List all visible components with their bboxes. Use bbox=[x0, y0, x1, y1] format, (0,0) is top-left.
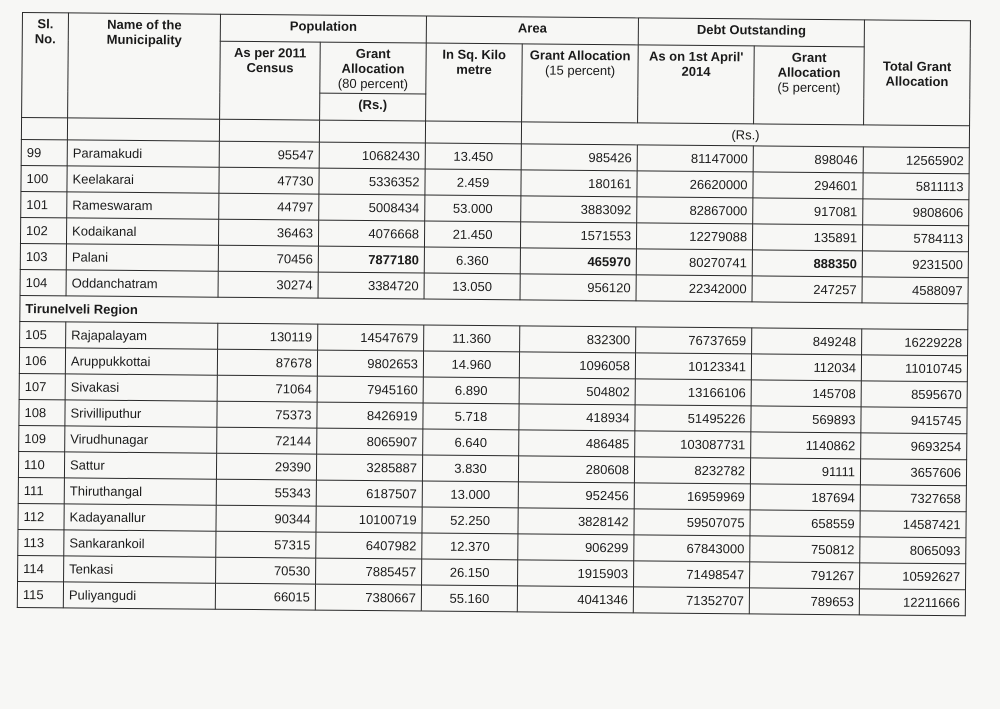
debt-grant-cell: 791267 bbox=[750, 562, 860, 589]
census-cell: 95547 bbox=[219, 141, 319, 168]
pop-grant-cell: 7885457 bbox=[316, 558, 422, 585]
header-pop-grant-label: Grant Allocation bbox=[341, 45, 405, 77]
census-cell: 72144 bbox=[217, 427, 317, 454]
debt-outstanding-cell: 71352707 bbox=[633, 587, 749, 614]
census-cell: 66015 bbox=[215, 583, 315, 610]
census-cell: 44797 bbox=[219, 193, 319, 220]
pop-grant-cell: 3285887 bbox=[316, 454, 422, 481]
debt-grant-cell: 187694 bbox=[750, 484, 860, 511]
total-grant-cell: 3657606 bbox=[860, 459, 966, 486]
debt-outstanding-cell: 13166106 bbox=[635, 379, 751, 406]
municipality-name-cell: Sattur bbox=[64, 452, 216, 479]
area-grant-cell: 1571553 bbox=[520, 222, 636, 249]
total-grant-cell: 12565902 bbox=[863, 147, 969, 174]
pop-grant-cell: 7945160 bbox=[317, 376, 423, 403]
header-pop-grant-pct: (80 percent) bbox=[337, 75, 408, 92]
area-sqkm-cell: 52.250 bbox=[422, 507, 518, 534]
debt-grant-cell: 145708 bbox=[751, 380, 861, 407]
debt-outstanding-cell: 67843000 bbox=[634, 535, 750, 562]
header-area-grant bbox=[522, 44, 639, 123]
sl-no-cell: 108 bbox=[19, 399, 65, 425]
area-sqkm-cell: 5.718 bbox=[423, 403, 519, 430]
debt-grant-cell: 135891 bbox=[752, 224, 862, 251]
sl-no-cell: 99 bbox=[21, 139, 67, 165]
census-cell: 55343 bbox=[216, 479, 316, 506]
sl-no-cell: 104 bbox=[20, 269, 66, 295]
municipality-name-cell: Thiruthangal bbox=[64, 478, 216, 505]
area-grant-cell: 180161 bbox=[521, 170, 637, 197]
debt-grant-cell: 569893 bbox=[751, 406, 861, 433]
table-body-top bbox=[20, 139, 969, 303]
total-grant-cell: 9693254 bbox=[861, 433, 967, 460]
census-cell: 130119 bbox=[218, 323, 318, 350]
unit-blank-sl bbox=[21, 118, 67, 140]
total-grant-cell: 12211666 bbox=[859, 589, 965, 616]
municipality-name-cell: Rajapalayam bbox=[66, 322, 218, 349]
pop-grant-cell: 3384720 bbox=[318, 272, 424, 299]
area-sqkm-cell: 53.000 bbox=[425, 195, 521, 222]
sl-no-cell: 102 bbox=[20, 217, 66, 243]
area-grant-cell: 1096058 bbox=[519, 352, 635, 379]
debt-grant-cell: 917081 bbox=[753, 198, 863, 225]
debt-outstanding-cell: 51495226 bbox=[635, 405, 751, 432]
municipality-name-cell: Sivakasi bbox=[65, 374, 217, 401]
header-pop-census: As per 2011 Census bbox=[220, 41, 321, 120]
sl-no-cell: 106 bbox=[19, 347, 65, 373]
total-grant-cell: 8065093 bbox=[860, 537, 966, 564]
area-sqkm-cell: 13.450 bbox=[425, 143, 521, 170]
debt-grant-cell: 789653 bbox=[749, 588, 859, 615]
debt-outstanding-cell: 103087731 bbox=[635, 431, 751, 458]
census-cell: 70456 bbox=[218, 245, 318, 272]
municipality-name-cell: Palani bbox=[66, 244, 218, 271]
municipality-name-cell: Oddanchatram bbox=[66, 270, 218, 297]
area-grant-cell: 956120 bbox=[520, 274, 636, 301]
pop-grant-cell: 5336352 bbox=[319, 168, 425, 195]
area-grant-cell: 985426 bbox=[521, 144, 637, 171]
unit-blank-name bbox=[67, 118, 219, 141]
municipality-name-cell: Rameswaram bbox=[67, 192, 219, 219]
sl-no-cell: 111 bbox=[18, 477, 64, 503]
total-grant-cell: 7327658 bbox=[860, 485, 966, 512]
debt-grant-cell: 1140862 bbox=[751, 432, 861, 459]
debt-outstanding-cell: 82867000 bbox=[637, 197, 753, 224]
sl-no-cell: 100 bbox=[21, 165, 67, 191]
total-grant-cell: 9415745 bbox=[861, 407, 967, 434]
total-grant-cell: 16229228 bbox=[862, 329, 968, 356]
header-population: Population bbox=[220, 14, 426, 43]
pop-grant-cell: 8065907 bbox=[317, 428, 423, 455]
census-cell: 30274 bbox=[218, 271, 318, 298]
header-area-grant-label: Grant Allocation bbox=[529, 47, 631, 64]
pop-grant-cell: 6187507 bbox=[316, 480, 422, 507]
census-cell: 47730 bbox=[219, 167, 319, 194]
total-grant-cell: 9231500 bbox=[862, 251, 968, 278]
census-cell: 70530 bbox=[216, 557, 316, 584]
area-grant-cell: 418934 bbox=[519, 404, 635, 431]
total-grant-cell: 10592627 bbox=[860, 563, 966, 590]
sl-no-cell: 110 bbox=[18, 451, 64, 477]
area-sqkm-cell: 6.640 bbox=[423, 429, 519, 456]
allocation-document bbox=[17, 12, 977, 616]
municipality-name-cell: Kodaikanal bbox=[66, 218, 218, 245]
area-sqkm-cell: 2.459 bbox=[425, 169, 521, 196]
municipality-allocation-table bbox=[17, 12, 971, 616]
sl-no-cell: 109 bbox=[19, 425, 65, 451]
unit-blank-area bbox=[425, 121, 521, 144]
area-grant-cell: 3883092 bbox=[521, 196, 637, 223]
municipality-name-cell: Aruppukkottai bbox=[65, 348, 217, 375]
area-grant-cell: 1915903 bbox=[518, 560, 634, 587]
area-sqkm-cell: 26.150 bbox=[422, 559, 518, 586]
debt-grant-cell: 91111 bbox=[750, 458, 860, 485]
debt-grant-cell: 294601 bbox=[753, 172, 863, 199]
census-cell: 87678 bbox=[217, 349, 317, 376]
header-debt-grant-label: Grant Allocation bbox=[777, 49, 841, 81]
municipality-name-cell: Srivilliputhur bbox=[65, 400, 217, 427]
debt-grant-cell: 849248 bbox=[752, 328, 862, 355]
total-grant-cell: 9808606 bbox=[863, 199, 969, 226]
sl-no-cell: 113 bbox=[18, 529, 64, 555]
debt-outstanding-cell: 80270741 bbox=[636, 249, 752, 276]
pop-grant-cell: 9802653 bbox=[317, 350, 423, 377]
pop-grant-cell: 8426919 bbox=[317, 402, 423, 429]
census-cell: 36463 bbox=[218, 219, 318, 246]
area-grant-cell: 504802 bbox=[519, 378, 635, 405]
header-total: Total Grant Allocation bbox=[864, 20, 971, 126]
debt-grant-cell: 658559 bbox=[750, 510, 860, 537]
header-pop-grant bbox=[320, 42, 426, 94]
pop-grant-cell: 7877180 bbox=[318, 246, 424, 273]
rs-unit-label: (Rs.) bbox=[521, 122, 969, 148]
municipality-name-cell: Virudhunagar bbox=[65, 426, 217, 453]
total-grant-cell: 5811113 bbox=[863, 173, 969, 200]
debt-outstanding-cell: 76737659 bbox=[636, 327, 752, 354]
total-grant-cell: 5784113 bbox=[862, 225, 968, 252]
municipality-name-cell: Sankarankoil bbox=[64, 530, 216, 557]
census-cell: 57315 bbox=[216, 531, 316, 558]
area-grant-cell: 486485 bbox=[519, 430, 635, 457]
area-sqkm-cell: 6.360 bbox=[424, 247, 520, 274]
pop-grant-cell: 4076668 bbox=[318, 220, 424, 247]
area-sqkm-cell: 14.960 bbox=[423, 351, 519, 378]
header-debt-grant bbox=[754, 46, 865, 125]
debt-outstanding-cell: 81147000 bbox=[637, 145, 753, 172]
municipality-name-cell: Puliyangudi bbox=[63, 582, 215, 609]
debt-outstanding-cell: 12279088 bbox=[636, 223, 752, 250]
sl-no-cell: 103 bbox=[20, 243, 66, 269]
area-grant-cell: 832300 bbox=[520, 326, 636, 353]
area-grant-cell: 906299 bbox=[518, 534, 634, 561]
debt-outstanding-cell: 10123341 bbox=[635, 353, 751, 380]
header-sl-no: Sl. No. bbox=[22, 13, 69, 118]
municipality-name-cell: Tenkasi bbox=[64, 556, 216, 583]
debt-outstanding-cell: 8232782 bbox=[634, 457, 750, 484]
area-grant-cell: 4041346 bbox=[517, 586, 633, 613]
area-sqkm-cell: 12.370 bbox=[422, 533, 518, 560]
sl-no-cell: 114 bbox=[18, 555, 64, 581]
municipality-name-cell: Keelakarai bbox=[67, 166, 219, 193]
debt-grant-cell: 898046 bbox=[753, 146, 863, 173]
area-sqkm-cell: 3.830 bbox=[422, 455, 518, 482]
sl-no-cell: 115 bbox=[17, 581, 63, 607]
pop-grant-cell: 10682430 bbox=[319, 142, 425, 169]
municipality-name-cell: Paramakudi bbox=[67, 140, 219, 167]
unit-blank-grant bbox=[319, 120, 425, 143]
header-area-grant-pct: (15 percent) bbox=[544, 62, 616, 79]
table-body-region bbox=[17, 321, 968, 615]
header-debt: Debt Outstanding bbox=[638, 18, 864, 47]
census-cell: 90344 bbox=[216, 505, 316, 532]
header-name: Name of the Municipality bbox=[68, 13, 221, 119]
sl-no-cell: 107 bbox=[19, 373, 65, 399]
total-grant-cell: 11010745 bbox=[861, 355, 967, 382]
area-grant-cell: 465970 bbox=[520, 248, 636, 275]
debt-outstanding-cell: 22342000 bbox=[636, 275, 752, 302]
pop-grant-cell: 14547679 bbox=[318, 324, 424, 351]
debt-outstanding-cell: 26620000 bbox=[637, 171, 753, 198]
pop-grant-cell: 10100719 bbox=[316, 506, 422, 533]
unit-blank-census bbox=[219, 119, 319, 142]
area-grant-cell: 3828142 bbox=[518, 508, 634, 535]
debt-grant-cell: 247257 bbox=[752, 276, 862, 303]
area-sqkm-cell: 13.050 bbox=[424, 273, 520, 300]
pop-grant-cell: 7380667 bbox=[315, 584, 421, 611]
header-area: Area bbox=[426, 16, 638, 45]
area-sqkm-cell: 6.890 bbox=[423, 377, 519, 404]
sl-no-cell: 101 bbox=[21, 191, 67, 217]
sl-no-cell: 112 bbox=[18, 503, 64, 529]
sl-no-cell: 105 bbox=[20, 321, 66, 347]
total-grant-cell: 4588097 bbox=[862, 277, 968, 304]
pop-grant-cell: 6407982 bbox=[316, 532, 422, 559]
census-cell: 71064 bbox=[217, 375, 317, 402]
census-cell: 29390 bbox=[216, 453, 316, 480]
debt-outstanding-cell: 16959969 bbox=[634, 483, 750, 510]
header-pop-grant-unit: (Rs.) bbox=[320, 93, 426, 121]
header-debt-grant-pct: (5 percent) bbox=[777, 79, 841, 96]
debt-outstanding-cell: 71498547 bbox=[634, 561, 750, 588]
area-grant-cell: 952456 bbox=[518, 482, 634, 509]
header-area-sqkm: In Sq. Kilo metre bbox=[426, 43, 523, 122]
debt-outstanding-cell: 59507075 bbox=[634, 509, 750, 536]
pop-grant-cell: 5008434 bbox=[319, 194, 425, 221]
debt-grant-cell: 888350 bbox=[752, 250, 862, 277]
area-sqkm-cell: 55.160 bbox=[421, 585, 517, 612]
table-header bbox=[21, 13, 970, 148]
debt-grant-cell: 112034 bbox=[751, 354, 861, 381]
header-debt-asof: As on 1st April' 2014 bbox=[638, 45, 755, 124]
municipality-name-cell: Kadayanallur bbox=[64, 504, 216, 531]
area-grant-cell: 280608 bbox=[518, 456, 634, 483]
area-sqkm-cell: 13.000 bbox=[422, 481, 518, 508]
area-sqkm-cell: 21.450 bbox=[424, 221, 520, 248]
debt-grant-cell: 750812 bbox=[750, 536, 860, 563]
census-cell: 75373 bbox=[217, 401, 317, 428]
total-grant-cell: 8595670 bbox=[861, 381, 967, 408]
area-sqkm-cell: 11.360 bbox=[424, 325, 520, 352]
total-grant-cell: 14587421 bbox=[860, 511, 966, 538]
region-label: Tirunelveli Region bbox=[20, 295, 968, 329]
